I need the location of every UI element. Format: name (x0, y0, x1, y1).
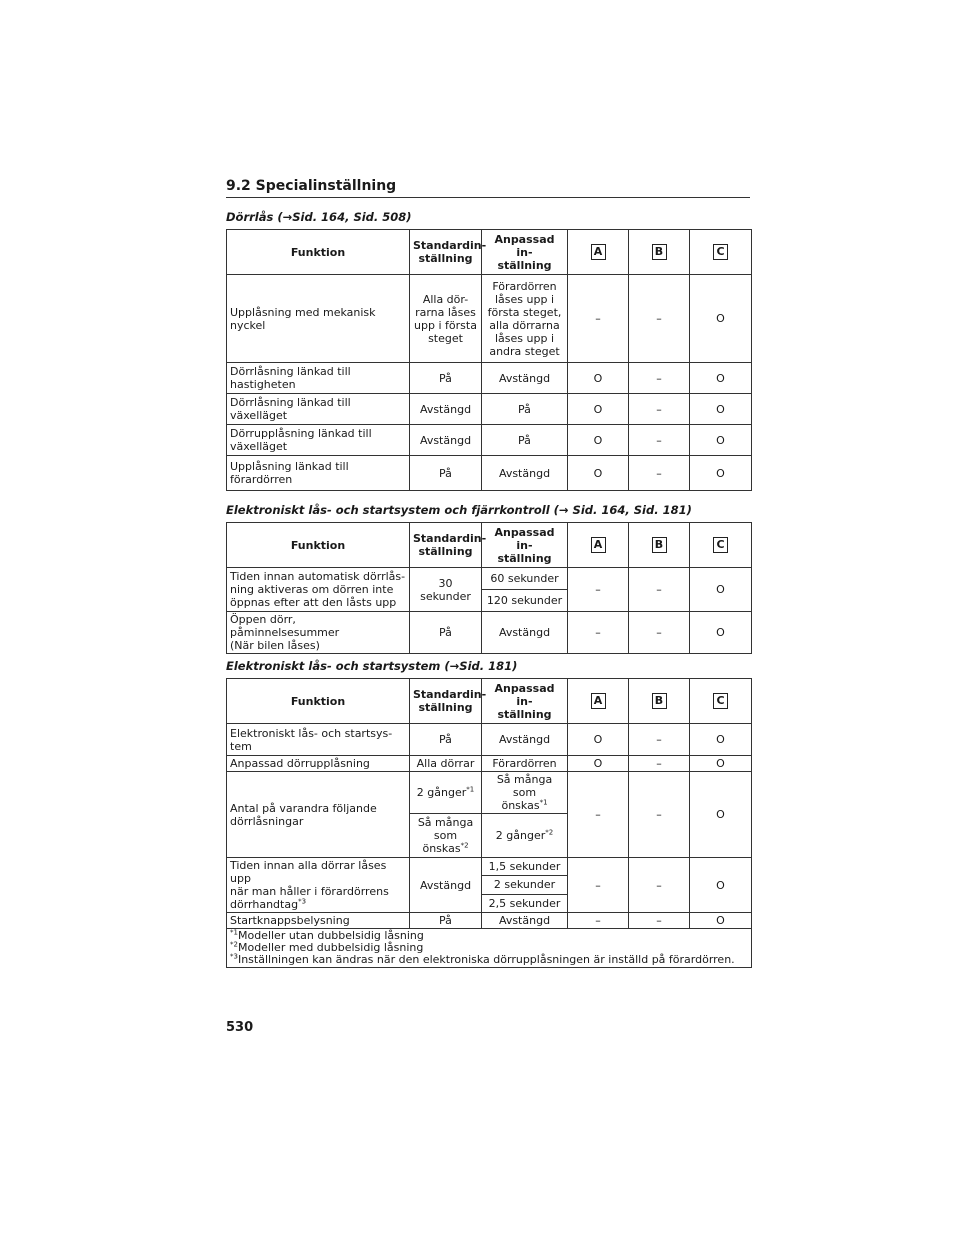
cell-custom: 2,5 sekunder (482, 894, 568, 912)
cell-a: O (568, 425, 629, 456)
cell-c: O (690, 756, 752, 772)
letter-c-badge: C (713, 244, 728, 260)
header-col-c (690, 679, 752, 724)
cell-b: – (629, 724, 690, 756)
table-row (227, 456, 752, 491)
header-col-b (629, 523, 690, 568)
cell-funktion: Dörrlåsning länkad till hastigheten (227, 363, 410, 394)
cell-c: O (690, 612, 752, 654)
header-col-a (568, 230, 629, 275)
cell-a: O (568, 724, 629, 756)
cell-c: O (690, 363, 752, 394)
footnote-marker: *3 (298, 897, 307, 906)
cell-standard: Så många som önskas$^{*2}$ (410, 814, 482, 858)
cell-standard: Avstängd (410, 425, 482, 456)
door-lock-table (226, 229, 752, 491)
cell-custom: 1,5 sekunder (482, 858, 568, 876)
footnotes (227, 929, 752, 968)
table-header-row (227, 230, 752, 275)
cell-funktion: Anpassad dörrupplåsning (227, 756, 410, 772)
cell-custom: 60 sekunder (482, 568, 568, 590)
letter-a-badge: A (591, 693, 606, 709)
cell-a: O (568, 456, 629, 491)
footnote: $^{*1}$Modeller utan dubbelsidig låsning (230, 928, 424, 942)
cell-custom: Förardörren låses upp i första steget, alla dörrarna låses upp i andra steget (482, 275, 568, 363)
header-funktion: Funktion (227, 679, 410, 724)
cell-c: O (690, 568, 752, 612)
letter-a-badge: A (591, 537, 606, 553)
table-row (227, 425, 752, 456)
letter-b-badge: B (652, 244, 667, 260)
cell-standard: På (410, 363, 482, 394)
cell-standard: På (410, 913, 482, 929)
cell-b: – (629, 568, 690, 612)
cell-custom: Så många som önskas$^{*1}$ (482, 772, 568, 814)
cell-standard: Avstängd (410, 858, 482, 913)
cell-a: O (568, 394, 629, 425)
header-col-a (568, 679, 629, 724)
footnote: $^{*3}$Inställningen kan ändras när den elektroniska dörrupplåsningen är inställd på förardörren. (230, 952, 735, 966)
cell-b: – (629, 394, 690, 425)
cell-b: – (629, 858, 690, 913)
table-header-row (227, 523, 752, 568)
cell-c: O (690, 913, 752, 929)
cell-funktion: Elektroniskt lås- och startsys- tem (227, 724, 410, 756)
cell-funktion: Tiden innan alla dörrar låses upp när man håller i förardörrens dörrhandtag$^{*3}$ (227, 858, 410, 913)
table-row (227, 363, 752, 394)
cell-b: – (629, 456, 690, 491)
header-standard: Standardin- ställning (410, 230, 482, 275)
cell-standard: På (410, 724, 482, 756)
header-col-c (690, 230, 752, 275)
cell-funktion: Öppen dörr, påminnelsesummer (När bilen låses) (227, 612, 410, 654)
cell-c: O (690, 772, 752, 858)
header-custom: Anpassad in- ställning (482, 230, 568, 275)
table-row (227, 724, 752, 756)
table-row (227, 756, 752, 772)
header-custom: Anpassad in- ställning (482, 679, 568, 724)
cell-a: – (568, 772, 629, 858)
cell-a: O (568, 756, 629, 772)
table2-caption: Elektroniskt lås- och startsystem och fjärrkontroll (→ Sid. 164, Sid. 181) (226, 503, 692, 517)
cell-standard: 30 sekunder (410, 568, 482, 612)
footnote: $^{*2}$Modeller med dubbelsidig låsning (230, 940, 424, 954)
header-col-a (568, 523, 629, 568)
cell-b: – (629, 913, 690, 929)
footnote-marker: *1 (539, 798, 548, 807)
footnotes-row (227, 929, 752, 968)
header-standard: Standardin- ställning (410, 523, 482, 568)
cell-standard: På (410, 612, 482, 654)
cell-standard: Alla dörrar (410, 756, 482, 772)
letter-c-badge: C (713, 693, 728, 709)
table-header-row (227, 679, 752, 724)
cell-a: – (568, 275, 629, 363)
cell-c: O (690, 425, 752, 456)
header-col-b (629, 679, 690, 724)
cell-b: – (629, 425, 690, 456)
cell-custom: Avstängd (482, 913, 568, 929)
cell-standard: Avstängd (410, 394, 482, 425)
table-row (227, 858, 752, 876)
cell-c: O (690, 724, 752, 756)
header-custom: Anpassad in- ställning (482, 523, 568, 568)
cell-custom: På (482, 425, 568, 456)
cell-a: – (568, 612, 629, 654)
cell-custom: Avstängd (482, 724, 568, 756)
cell-custom: 120 sekunder (482, 590, 568, 612)
table-row (227, 568, 752, 590)
cell-custom: På (482, 394, 568, 425)
letter-c-badge: C (713, 537, 728, 553)
cell-b: – (629, 772, 690, 858)
cell-standard: På (410, 456, 482, 491)
cell-custom: Avstängd (482, 456, 568, 491)
header-standard: Standardin- ställning (410, 679, 482, 724)
letter-b-badge: B (652, 537, 667, 553)
cell-custom: 2 sekunder (482, 876, 568, 894)
cell-funktion: Startknappsbelysning (227, 913, 410, 929)
cell-b: – (629, 612, 690, 654)
cell-a: – (568, 568, 629, 612)
cell-custom: Förardörren (482, 756, 568, 772)
cell-standard: Alla dör- rarna låses upp i första steget (410, 275, 482, 363)
cell-b: – (629, 363, 690, 394)
header-col-c (690, 523, 752, 568)
cell-a: – (568, 858, 629, 913)
footnote-marker: *2 (460, 841, 469, 850)
cell-funktion: Upplåsning med mekanisk nyckel (227, 275, 410, 363)
table1-caption: Dörrlås (→Sid. 164, Sid. 508) (226, 210, 412, 224)
header-funktion: Funktion (227, 230, 410, 275)
section-title: 9.2 Specialinställning (226, 178, 750, 198)
cell-c: O (690, 858, 752, 913)
cell-c: O (690, 275, 752, 363)
cell-custom: Avstängd (482, 363, 568, 394)
cell-funktion: Dörrlåsning länkad till växelläget (227, 394, 410, 425)
table-row (227, 275, 752, 363)
footnote-marker: *2 (545, 828, 554, 837)
keyless-system-table (226, 678, 752, 968)
cell-custom: 2 gånger$^{*2}$ (482, 814, 568, 858)
footnote-marker: *1 (466, 785, 475, 794)
header-col-b (629, 230, 690, 275)
header-funktion: Funktion (227, 523, 410, 568)
table3-caption: Elektroniskt lås- och startsystem (→Sid. 181) (226, 659, 518, 673)
table-row (227, 913, 752, 929)
letter-b-badge: B (652, 693, 667, 709)
table-row (227, 772, 752, 814)
cell-b: – (629, 756, 690, 772)
cell-a: O (568, 363, 629, 394)
table-row (227, 394, 752, 425)
cell-custom: Avstängd (482, 612, 568, 654)
cell-funktion: Upplåsning länkad till förardörren (227, 456, 410, 491)
keyless-remote-table (226, 522, 752, 654)
cell-c: O (690, 456, 752, 491)
cell-b: – (629, 275, 690, 363)
letter-a-badge: A (591, 244, 606, 260)
cell-standard: 2 gånger$^{*1}$ (410, 772, 482, 814)
cell-funktion: Antal på varandra följande dörrlåsningar (227, 772, 410, 858)
page-number: 530 (226, 1020, 254, 1035)
cell-funktion: Dörrupplåsning länkad till växelläget (227, 425, 410, 456)
cell-c: O (690, 394, 752, 425)
cell-funktion: Tiden innan automatisk dörrlås- ning aktiveras om dörren inte öppnas efter att den låsts upp (227, 568, 410, 612)
cell-a: – (568, 913, 629, 929)
table-row (227, 612, 752, 654)
